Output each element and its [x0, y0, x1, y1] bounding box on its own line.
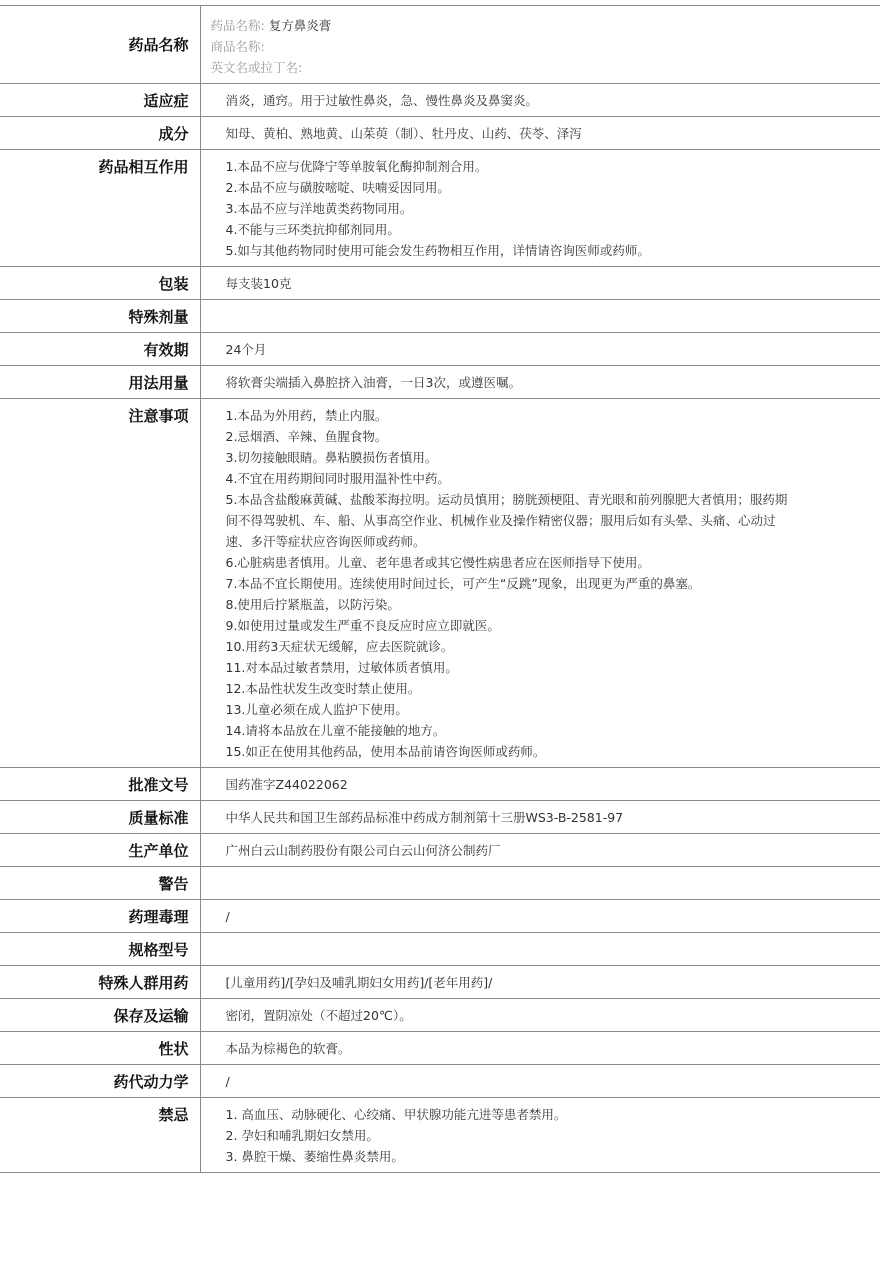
- row-value: [200, 366, 880, 399]
- row-label: 生产单位: [0, 834, 200, 867]
- table-row-product-name: [0, 6, 880, 84]
- value-line: 8.使用后拧紧瓶盖，以防污染。: [225, 597, 400, 612]
- row-label: 规格型号: [0, 933, 200, 966]
- value-line: /: [225, 909, 230, 924]
- row-value: [200, 399, 880, 768]
- value-line: 4.不宜在用药期间同时服用温补性中药。: [225, 471, 450, 486]
- row-value: [200, 333, 880, 366]
- trade-name-key: 商品名称:: [210, 39, 265, 54]
- value-line: 知母、黄柏、熟地黄、山茱萸（制）、牡丹皮、山药、茯苓、泽泻: [225, 126, 582, 141]
- english-name-line: [211, 57, 880, 78]
- value-line: 2.本品不应与磺胺嘧啶、呋喃妥因同用。: [225, 180, 450, 195]
- row-value: [200, 966, 880, 999]
- row-label: 警告: [0, 867, 200, 900]
- row-value: [200, 834, 880, 867]
- drug-info-table-body: [0, 6, 880, 1173]
- table-row: [0, 768, 880, 801]
- row-label: 药品相互作用: [0, 150, 200, 267]
- table-row: [0, 117, 880, 150]
- value-line: 24个月: [225, 342, 267, 357]
- table-row: [0, 933, 880, 966]
- value-line: 3.切勿接触眼睛。鼻粘膜损伤者慎用。: [225, 450, 438, 465]
- row-value: [200, 1032, 880, 1065]
- table-row: [0, 267, 880, 300]
- table-row: [0, 867, 880, 900]
- table-row: [0, 1098, 880, 1173]
- value-line: 13.儿童必须在成人监护下使用。: [225, 702, 408, 717]
- row-label: 药理毒理: [0, 900, 200, 933]
- row-label: 禁忌: [0, 1098, 200, 1173]
- row-label: 注意事项: [0, 399, 200, 768]
- value-line: 12.本品性状发生改变时禁止使用。: [225, 681, 421, 696]
- row-value: [200, 300, 880, 333]
- table-row: [0, 999, 880, 1032]
- value-line: 7.本品不宜长期使用。连续使用时间过长，可产生“反跳”现象，出现更为严重的鼻塞。: [225, 576, 701, 591]
- row-label: 质量标准: [0, 801, 200, 834]
- value-line: 1.本品为外用药，禁止内服。: [225, 408, 388, 423]
- value-line: 1. 高血压、动脉硬化、心绞痛、甲状腺功能亢进等患者禁用。: [225, 1107, 567, 1122]
- row-value: [200, 84, 880, 117]
- value-line: 3. 鼻腔干燥、萎缩性鼻炎禁用。: [225, 1149, 404, 1164]
- value-line: 15.如正在使用其他药品，使用本品前请咨询医师或药师。: [225, 744, 546, 759]
- value-line: 2.忌烟酒、辛辣、鱼腥食物。: [225, 429, 388, 444]
- row-label: 特殊剂量: [0, 300, 200, 333]
- table-row: [0, 834, 880, 867]
- row-label: 包装: [0, 267, 200, 300]
- table-row: [0, 900, 880, 933]
- table-row: [0, 966, 880, 999]
- row-value: [200, 801, 880, 834]
- table-row: [0, 1032, 880, 1065]
- table-row: [0, 399, 880, 768]
- table-row: [0, 333, 880, 366]
- row-value: [200, 867, 880, 900]
- table-row: [0, 84, 880, 117]
- row-label: 药代动力学: [0, 1065, 200, 1098]
- drug-name-line: [211, 15, 880, 36]
- drug-name-value: 复方鼻炎膏: [268, 18, 332, 33]
- value-line: 5.如与其他药物同时使用可能会发生药物相互作用，详情请咨询医师或药师。: [225, 243, 650, 258]
- value-line: [儿童用药]/[孕妇及哺乳期妇女用药]/[老年用药]/: [225, 975, 493, 990]
- value-line: /: [225, 1074, 230, 1089]
- row-label: 批准文号: [0, 768, 200, 801]
- row-label: 保存及运输: [0, 999, 200, 1032]
- row-value: [200, 117, 880, 150]
- row-value: [200, 1098, 880, 1173]
- value-line: 国药准字Z44022062: [225, 777, 348, 792]
- value-line: 将软膏尖端插入鼻腔挤入油膏，一日3次，或遵医嘱。: [225, 375, 521, 390]
- table-row: [0, 150, 880, 267]
- row-label: 有效期: [0, 333, 200, 366]
- value-line: 10.用药3天症状无缓解，应去医院就诊。: [225, 639, 454, 654]
- value-line: 9.如使用过量或发生严重不良反应时应立即就医。: [225, 618, 500, 633]
- trade-name-line: [211, 36, 880, 57]
- row-value: [200, 1065, 880, 1098]
- drug-name-key: 药品名称:: [210, 18, 265, 33]
- row-label: 性状: [0, 1032, 200, 1065]
- row-value: [200, 6, 880, 84]
- english-name-key: 英文名或拉丁名:: [210, 60, 303, 75]
- row-value: [200, 768, 880, 801]
- row-value: [200, 150, 880, 267]
- table-row: [0, 300, 880, 333]
- product-name-block: [201, 15, 880, 78]
- table-row: [0, 801, 880, 834]
- value-line: 5.本品含盐酸麻黄碱、盐酸苯海拉明。运动员慎用；膀胱颈梗阻、青光眼和前列腺肥大者慎用；服药期间不得驾驶机、车、船、从事高空作业、机械作业及操作精密仪器；服用后如有头晕、头痛、心动过速、多汗等症状应咨询医师或药师。: [225, 492, 788, 549]
- value-line: 广州白云山制药股份有限公司白云山何济公制药厂: [225, 843, 501, 858]
- value-line: 14.请将本品放在儿童不能接触的地方。: [225, 723, 446, 738]
- value-line: 11.对本品过敏者禁用，过敏体质者慎用。: [225, 660, 458, 675]
- table-row: [0, 1065, 880, 1098]
- value-line: 每支装10克: [225, 276, 292, 291]
- row-label: 成分: [0, 117, 200, 150]
- value-line: 4.不能与三环类抗抑郁剂同用。: [225, 222, 400, 237]
- row-label: 药品名称: [0, 6, 200, 84]
- row-value: [200, 933, 880, 966]
- value-line: 1.本品不应与优降宁等单胺氧化酶抑制剂合用。: [225, 159, 488, 174]
- row-value: [200, 267, 880, 300]
- value-line: 中华人民共和国卫生部药品标准中药成方制剂第十三册WS3-B-2581-97: [225, 810, 624, 825]
- row-label: 特殊人群用药: [0, 966, 200, 999]
- value-line: 消炎，通窍。用于过敏性鼻炎，急、慢性鼻炎及鼻窦炎。: [225, 93, 539, 108]
- value-line: 3.本品不应与洋地黄类药物同用。: [225, 201, 413, 216]
- value-line: 6.心脏病患者慎用。儿童、老年患者或其它慢性病患者应在医师指导下使用。: [225, 555, 650, 570]
- row-value: [200, 900, 880, 933]
- value-line: 2. 孕妇和哺乳期妇女禁用。: [225, 1128, 379, 1143]
- table-row: [0, 366, 880, 399]
- row-value: [200, 999, 880, 1032]
- value-line: 密闭，置阴凉处（不超过20℃）。: [225, 1008, 412, 1023]
- row-label: 用法用量: [0, 366, 200, 399]
- value-line: 本品为棕褐色的软膏。: [225, 1041, 351, 1056]
- drug-info-table: [0, 5, 880, 1173]
- row-label: 适应症: [0, 84, 200, 117]
